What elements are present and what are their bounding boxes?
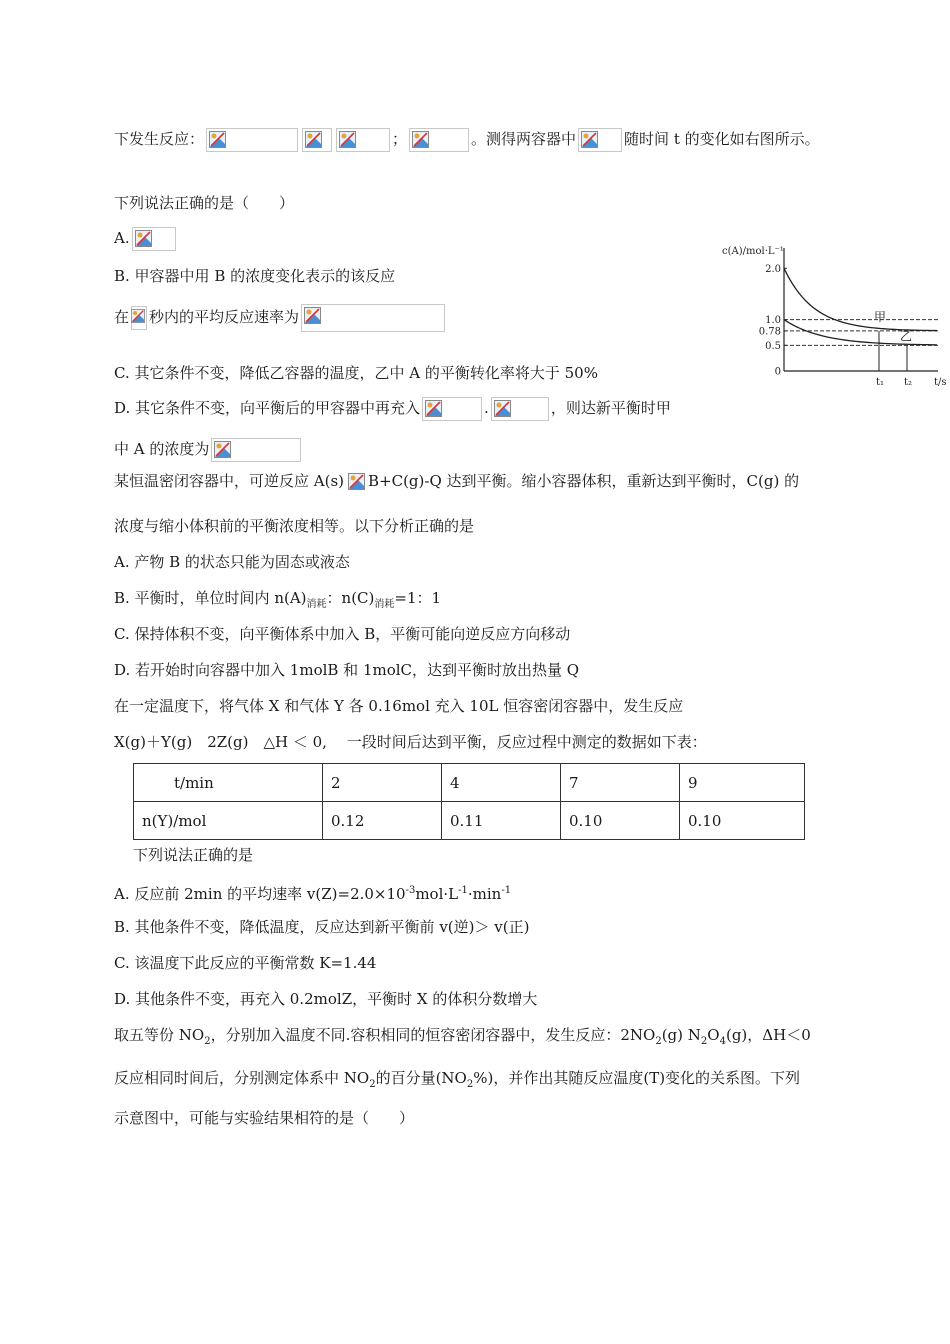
x-tick-label: t₁ — [876, 377, 885, 388]
broken-image-icon — [131, 309, 145, 323]
q3-option-d: D. 其他条件不变，再充入 0.2molZ，平衡时 X 的体积分数增大 — [114, 990, 538, 1008]
series-label: 乙 — [900, 329, 913, 344]
q1-option-a: A. — [114, 227, 178, 251]
q4-line1: 取五等份 $NO_2$，分别加入温度不同.容积相同的恒容密闭容器中，发生反应：$2NO_2(g)$ $N_2O_4(g)$，ΔH＜0 — [114, 1026, 811, 1047]
equation-image-10 — [491, 397, 549, 421]
q2-stem-line2: 浓度与缩小体积前的平衡浓度相等。以下分析正确的是 — [114, 517, 475, 535]
broken-image-icon — [494, 400, 511, 417]
q3-stem-line2: X(g)＋Y(g) 2Z(g) △H ＜ 0, 一段时间后达到平衡，反应过程中测定的数据如下表： — [114, 733, 707, 751]
broken-image-icon — [214, 441, 231, 458]
broken-image-icon — [135, 230, 152, 247]
table-cell: 2 — [323, 764, 442, 802]
broken-image-icon — [339, 131, 356, 148]
series-label: 甲 — [874, 309, 887, 324]
data-table — [133, 763, 805, 840]
table-cell: n(Y)/mol — [134, 802, 323, 840]
q1-option-b-line1: B. 甲容器中用 B 的浓度变化表示的该反应 — [114, 267, 396, 285]
table-row — [134, 764, 805, 802]
q2-option-a: A. 产物 B 的状态只能为固态或液态 — [114, 553, 350, 571]
equation-image-2 — [302, 128, 332, 152]
q1-option-d-line1: D. 其它条件不变，向平衡后的甲容器中再充入 . ，则达新平衡时甲 — [114, 397, 671, 421]
equation-image-6 — [132, 227, 176, 251]
q4-line3: 示意图中，可能与实验结果相符的是（ ） — [114, 1109, 415, 1127]
equation-image-5 — [578, 128, 622, 152]
equation-image-1 — [206, 128, 298, 152]
broken-image-icon — [412, 131, 429, 148]
q3-option-c: C. 该温度下此反应的平衡常数 K=1.44 — [114, 954, 377, 972]
y-axis-label: c(A)/mol·L⁻¹ — [722, 246, 784, 257]
series-line-甲 — [784, 268, 937, 330]
table-cell: 7 — [561, 764, 680, 802]
table-row — [134, 802, 805, 840]
q3-option-b: B. 其他条件不变，降低温度，反应达到新平衡前 v(逆)＞ v(正) — [114, 918, 530, 936]
equation-image-12 — [346, 471, 366, 493]
broken-image-icon — [581, 131, 598, 148]
q1-intro: 下发生反应： ； 。测得两容器中 随时间 t 的变化如右图所示。 — [114, 128, 820, 152]
y-tick-label: 0.78 — [758, 326, 781, 338]
table-cell: 0.10 — [561, 802, 680, 840]
broken-image-icon — [425, 400, 442, 417]
equation-image-11 — [211, 438, 301, 462]
concentration-time-chart — [716, 240, 948, 390]
q2-option-d: D. 若开始时向容器中加入 1molB 和 1molC，达到平衡时放出热量 Q — [114, 661, 580, 679]
q1-option-b-line2: 在 秒内的平均反应速率为 — [114, 304, 447, 332]
chart-axes — [784, 248, 938, 371]
table-cell: 0.12 — [323, 802, 442, 840]
q2-stem-line1: 某恒温密闭容器中，可逆反应 A(s) B+C(g)-Q 达到平衡。缩小容器体积，重新达到平衡时，C(g) 的 — [114, 471, 799, 493]
q1-option-d-line2: 中 A 的浓度为 — [114, 438, 303, 462]
q3-question: 下列说法正确的是 — [133, 846, 254, 864]
y-tick-label: 1.0 — [765, 315, 781, 327]
table-cell: 9 — [680, 764, 805, 802]
q2-option-c: C. 保持体积不变，向平衡体系中加入 B，平衡可能向逆反应方向移动 — [114, 625, 571, 643]
broken-image-icon — [304, 307, 321, 324]
x-tick-label: t₂ — [904, 377, 913, 388]
q3-stem-line1: 在一定温度下，将气体 X 和气体 Y 各 0.16mol 充入 10L 恒容密闭容器中，发生反应 — [114, 697, 684, 715]
q1-option-c: C. 其它条件不变，降低乙容器的温度，乙中 A 的平衡转化率将大于 50% — [114, 364, 598, 382]
table-cell: 0.11 — [442, 802, 561, 840]
table-cell: 0.10 — [680, 802, 805, 840]
table-cell: t/min — [134, 764, 323, 802]
equation-image-4 — [409, 128, 469, 152]
x-axis-label: t/s — [934, 377, 947, 388]
y-tick-label: 0 — [774, 366, 781, 378]
broken-image-icon — [305, 131, 322, 148]
broken-image-icon — [209, 131, 226, 148]
equation-image-8 — [301, 304, 445, 332]
y-tick-label: 0.5 — [765, 340, 781, 352]
equation-image-9 — [422, 397, 482, 421]
q3-option-a: A. 反应前 2min 的平均速率 $v(Z)=2.0\times 10^{-3}mol\cdot L^{-1}\cdot\min^{-1}$ — [114, 885, 512, 903]
chart-curves — [784, 268, 937, 345]
equation-image-3 — [336, 128, 390, 152]
table-cell: 4 — [442, 764, 561, 802]
equation-image-7 — [131, 306, 147, 330]
q4-line2: 反应相同时间后，分别测定体系中 $NO_2$的百分量$(NO_2\%)$，并作出其随反应温度(T)变化的关系图。下列 — [114, 1069, 801, 1090]
broken-image-icon — [348, 473, 365, 490]
y-tick-label: 2.0 — [765, 263, 781, 275]
series-line-乙 — [784, 320, 937, 345]
chart-ticks — [759, 264, 938, 388]
q1-question: 下列说法正确的是（ ） — [114, 194, 295, 212]
q2-option-b: B. 平衡时，单位时间内 $n(A)_{消耗}$：$n(C)_{消耗}=1$：1 — [114, 589, 442, 610]
